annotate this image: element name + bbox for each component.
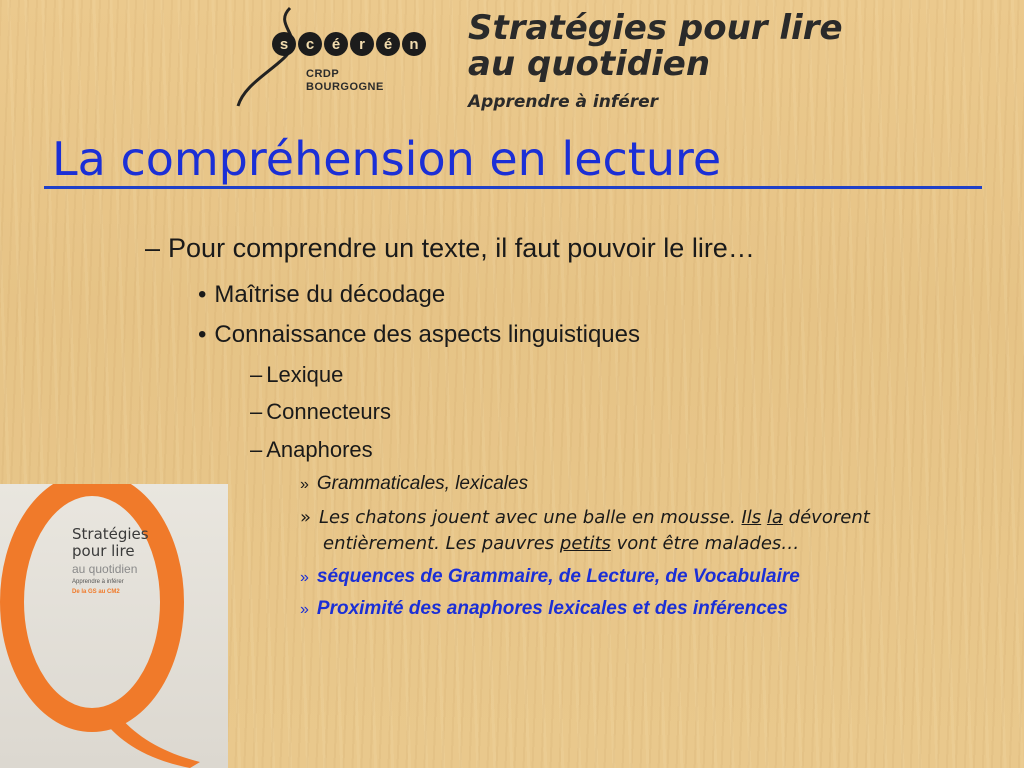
- book-cover-image: [0, 484, 228, 768]
- bullet-level-3: [250, 437, 373, 463]
- sceren-logo: [232, 6, 432, 110]
- logo-org: [306, 68, 384, 94]
- anaphor-ils: Ils: [741, 507, 762, 528]
- logo-letter: é: [376, 32, 400, 56]
- example-text: dévorent: [782, 507, 870, 528]
- dash-marker: –: [250, 399, 263, 424]
- bullet-text: Connaissance des aspects linguistiques: [214, 321, 640, 348]
- logo-letter: n: [402, 32, 426, 56]
- header-title: [468, 10, 843, 82]
- org-line-2: BOURGOGNE: [306, 81, 384, 93]
- bullet-text: Proximité des anaphores lexicales et des inférences: [316, 598, 788, 619]
- bullet-level-3: [250, 399, 391, 425]
- book-title: [72, 526, 149, 560]
- bullet-level-4: [300, 598, 788, 620]
- book-level: De la GS au CM2: [72, 589, 120, 595]
- dash-marker: –: [145, 233, 161, 263]
- dash-marker: –: [250, 437, 263, 462]
- logo-letter: c: [298, 32, 322, 56]
- anaphor-petits: petits: [559, 533, 611, 554]
- bullet-text: Connecteurs: [266, 399, 391, 424]
- bullet-level-4-example-cont: [323, 533, 799, 554]
- header-subtitle: Apprendre à inférer: [468, 92, 659, 112]
- guillemet-marker: »: [300, 507, 312, 528]
- example-text: entièrement. Les pauvres: [323, 533, 560, 554]
- book-subtitle: au quotidien: [72, 562, 138, 576]
- example-text: vont être malades…: [610, 533, 800, 554]
- logo-brand: [272, 32, 426, 56]
- bullet-text: séquences de Grammaire, de Lecture, de Vocabulaire: [316, 566, 800, 587]
- dot-marker: •: [198, 321, 207, 348]
- guillemet-marker: »: [300, 601, 309, 618]
- dash-marker: –: [250, 362, 263, 387]
- header-title-line-2: au quotidien: [468, 44, 711, 84]
- book-tagline: Apprendre à inférer: [72, 579, 124, 585]
- title-underline: [44, 186, 982, 189]
- bullet-level-4-example: [300, 507, 870, 528]
- bullet-text: Lexique: [266, 362, 344, 387]
- bullet-text: Anaphores: [266, 437, 373, 462]
- bullet-text: Maîtrise du décodage: [214, 281, 446, 308]
- guillemet-marker: »: [300, 569, 309, 586]
- bullet-level-2: [198, 321, 640, 349]
- bullet-text: Pour comprendre un texte, il faut pouvoir le lire…: [168, 233, 755, 263]
- logo-letter: s: [272, 32, 296, 56]
- header-title-line-1: Stratégies pour lire: [468, 8, 843, 48]
- book-title-line: Stratégies: [72, 525, 149, 543]
- dot-marker: •: [198, 281, 207, 308]
- logo-letter: r: [350, 32, 374, 56]
- org-line-1: CRDP: [306, 68, 340, 80]
- anaphor-la: la: [766, 507, 783, 528]
- book-title-line: pour lire: [72, 542, 135, 560]
- bullet-level-1: [145, 233, 755, 264]
- bullet-level-4: [300, 473, 528, 495]
- logo-swoosh: [232, 6, 432, 110]
- bullet-level-3: [250, 362, 343, 388]
- guillemet-marker: »: [300, 476, 309, 493]
- logo-letter: é: [324, 32, 348, 56]
- bullet-level-4: [300, 566, 800, 588]
- bullet-text: Grammaticales, lexicales: [316, 473, 529, 494]
- example-text: Les chatons jouent avec une balle en mousse.: [319, 507, 742, 528]
- bullet-level-2: [198, 281, 445, 309]
- slide-title: La compréhension en lecture: [52, 132, 722, 186]
